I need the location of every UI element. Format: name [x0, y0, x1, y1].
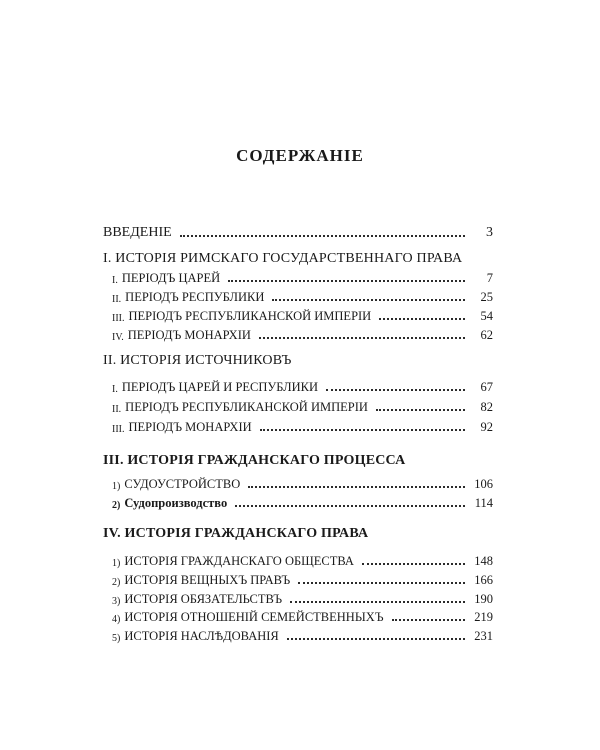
dot-leader: [298, 582, 465, 584]
dot-leader: [180, 235, 465, 237]
entry-number: I.: [112, 275, 118, 286]
toc-entry: [112, 589, 493, 607]
toc-entry: [112, 417, 493, 435]
dot-leader: [248, 486, 465, 488]
entry-page-number: 82: [480, 400, 493, 414]
entry-number: 4): [112, 614, 121, 625]
entry-label: ИСТОРІЯ ГРАЖДАНСКАГО ОБЩЕСТВА: [124, 554, 354, 568]
dot-leader: [259, 337, 465, 339]
entry-label: ПЕРІОДЪ МОНАРХІИ: [128, 420, 252, 434]
dot-leader: [362, 563, 465, 565]
page-title: СОДЕРЖАНІЕ: [236, 146, 364, 165]
section-heading-1: I. ИСТОРІЯ РИМСКАГО ГОСУДАРСТВЕННАГО ПРАВА: [103, 251, 463, 266]
entry-label: ИСТОРІЯ ОБЯЗАТЕЛЬСТВЪ: [124, 592, 283, 606]
section-heading-3: III. ИСТОРІЯ ГРАЖДАНСКАГО ПРОЦЕССА: [103, 453, 406, 468]
toc-entry: [112, 377, 493, 395]
entry-number: II.: [112, 404, 122, 415]
entry-page-number: 62: [480, 328, 493, 342]
toc-entry: [112, 474, 493, 492]
entry-number: 1): [112, 558, 121, 569]
dot-leader: [379, 318, 465, 320]
entry-label: ПЕРІОДЪ РЕСПУБЛИКАНСКОЙ ИМПЕРІИ: [128, 309, 372, 323]
entry-page-number: 7: [486, 271, 493, 285]
entry-label: ПЕРІОДЪ МОНАРХІИ: [127, 328, 251, 342]
dot-leader: [228, 280, 465, 282]
entry-number: I.: [112, 384, 118, 395]
toc-entry: [112, 397, 493, 415]
dot-leader: [272, 299, 465, 301]
toc-entry: [112, 626, 493, 644]
entry-label: Судопроизводство: [124, 496, 228, 510]
entry-page-number: 114: [474, 496, 493, 510]
toc-entry: [112, 551, 493, 569]
entry-number: 2): [112, 500, 121, 511]
dot-leader: [290, 601, 465, 603]
toc-entry: [112, 287, 493, 305]
dot-leader: [326, 389, 465, 391]
entry-page-number: 166: [474, 573, 493, 587]
entry-label: ИСТОРІЯ НАСЛѢДОВАНІЯ: [124, 629, 279, 643]
entry-page-number: 3: [486, 225, 493, 240]
entry-page-number: 148: [474, 554, 493, 568]
entry-label: ВВЕДЕНІЕ: [103, 225, 172, 240]
section-heading-4: IV. ИСТОРІЯ ГРАЖДАНСКАГО ПРАВА: [103, 526, 369, 541]
entry-label: ПЕРІОДЪ РЕСПУБЛИКАНСКОЙ ИМПЕРІИ: [125, 400, 368, 414]
toc-entry: [112, 570, 493, 588]
entry-page-number: 92: [480, 420, 493, 434]
toc-entry-intro: [103, 221, 493, 241]
entry-page-number: 106: [474, 477, 493, 491]
dot-leader: [235, 505, 465, 507]
entry-label: ИСТОРІЯ ОТНОШЕНІЙ СЕМЕЙСТВЕННЫХЪ: [124, 610, 384, 624]
toc-entry: [112, 493, 493, 511]
entry-page-number: 231: [474, 629, 493, 643]
dot-leader: [392, 619, 465, 621]
toc-entry: [112, 306, 493, 324]
entry-number: 3): [112, 596, 121, 607]
dot-leader: [376, 409, 465, 411]
entry-label: СУДОУСТРОЙСТВО: [124, 477, 241, 491]
toc-entry: [112, 268, 493, 286]
entry-page-number: 190: [474, 592, 493, 606]
entry-number: 1): [112, 481, 121, 492]
entry-label: ИСТОРІЯ ВЕЩНЫХЪ ПРАВЪ: [124, 573, 291, 587]
entry-page-number: 67: [480, 380, 493, 394]
section-heading-2: II. ИСТОРІЯ ИСТОЧНИКОВЪ: [103, 353, 292, 368]
entry-number: II.: [112, 294, 122, 305]
toc-entry: [112, 325, 493, 343]
entry-number: IV.: [112, 332, 124, 343]
entry-label: ПЕРІОДЪ ЦАРЕЙ И РЕСПУБЛИКИ: [121, 380, 318, 394]
toc-entry: [112, 607, 493, 625]
dot-leader: [287, 638, 465, 640]
entry-page-number: 54: [480, 309, 493, 323]
dot-leader: [260, 429, 465, 431]
entry-number: 2): [112, 577, 121, 588]
entry-label: ПЕРІОДЪ ЦАРЕЙ: [121, 271, 221, 285]
entry-number: III.: [112, 313, 125, 324]
entry-page-number: 25: [480, 290, 493, 304]
entry-label: ПЕРІОДЪ РЕСПУБЛИКИ: [125, 290, 265, 304]
entry-number: 5): [112, 633, 121, 644]
entry-number: III.: [112, 424, 125, 435]
entry-page-number: 219: [474, 610, 493, 624]
